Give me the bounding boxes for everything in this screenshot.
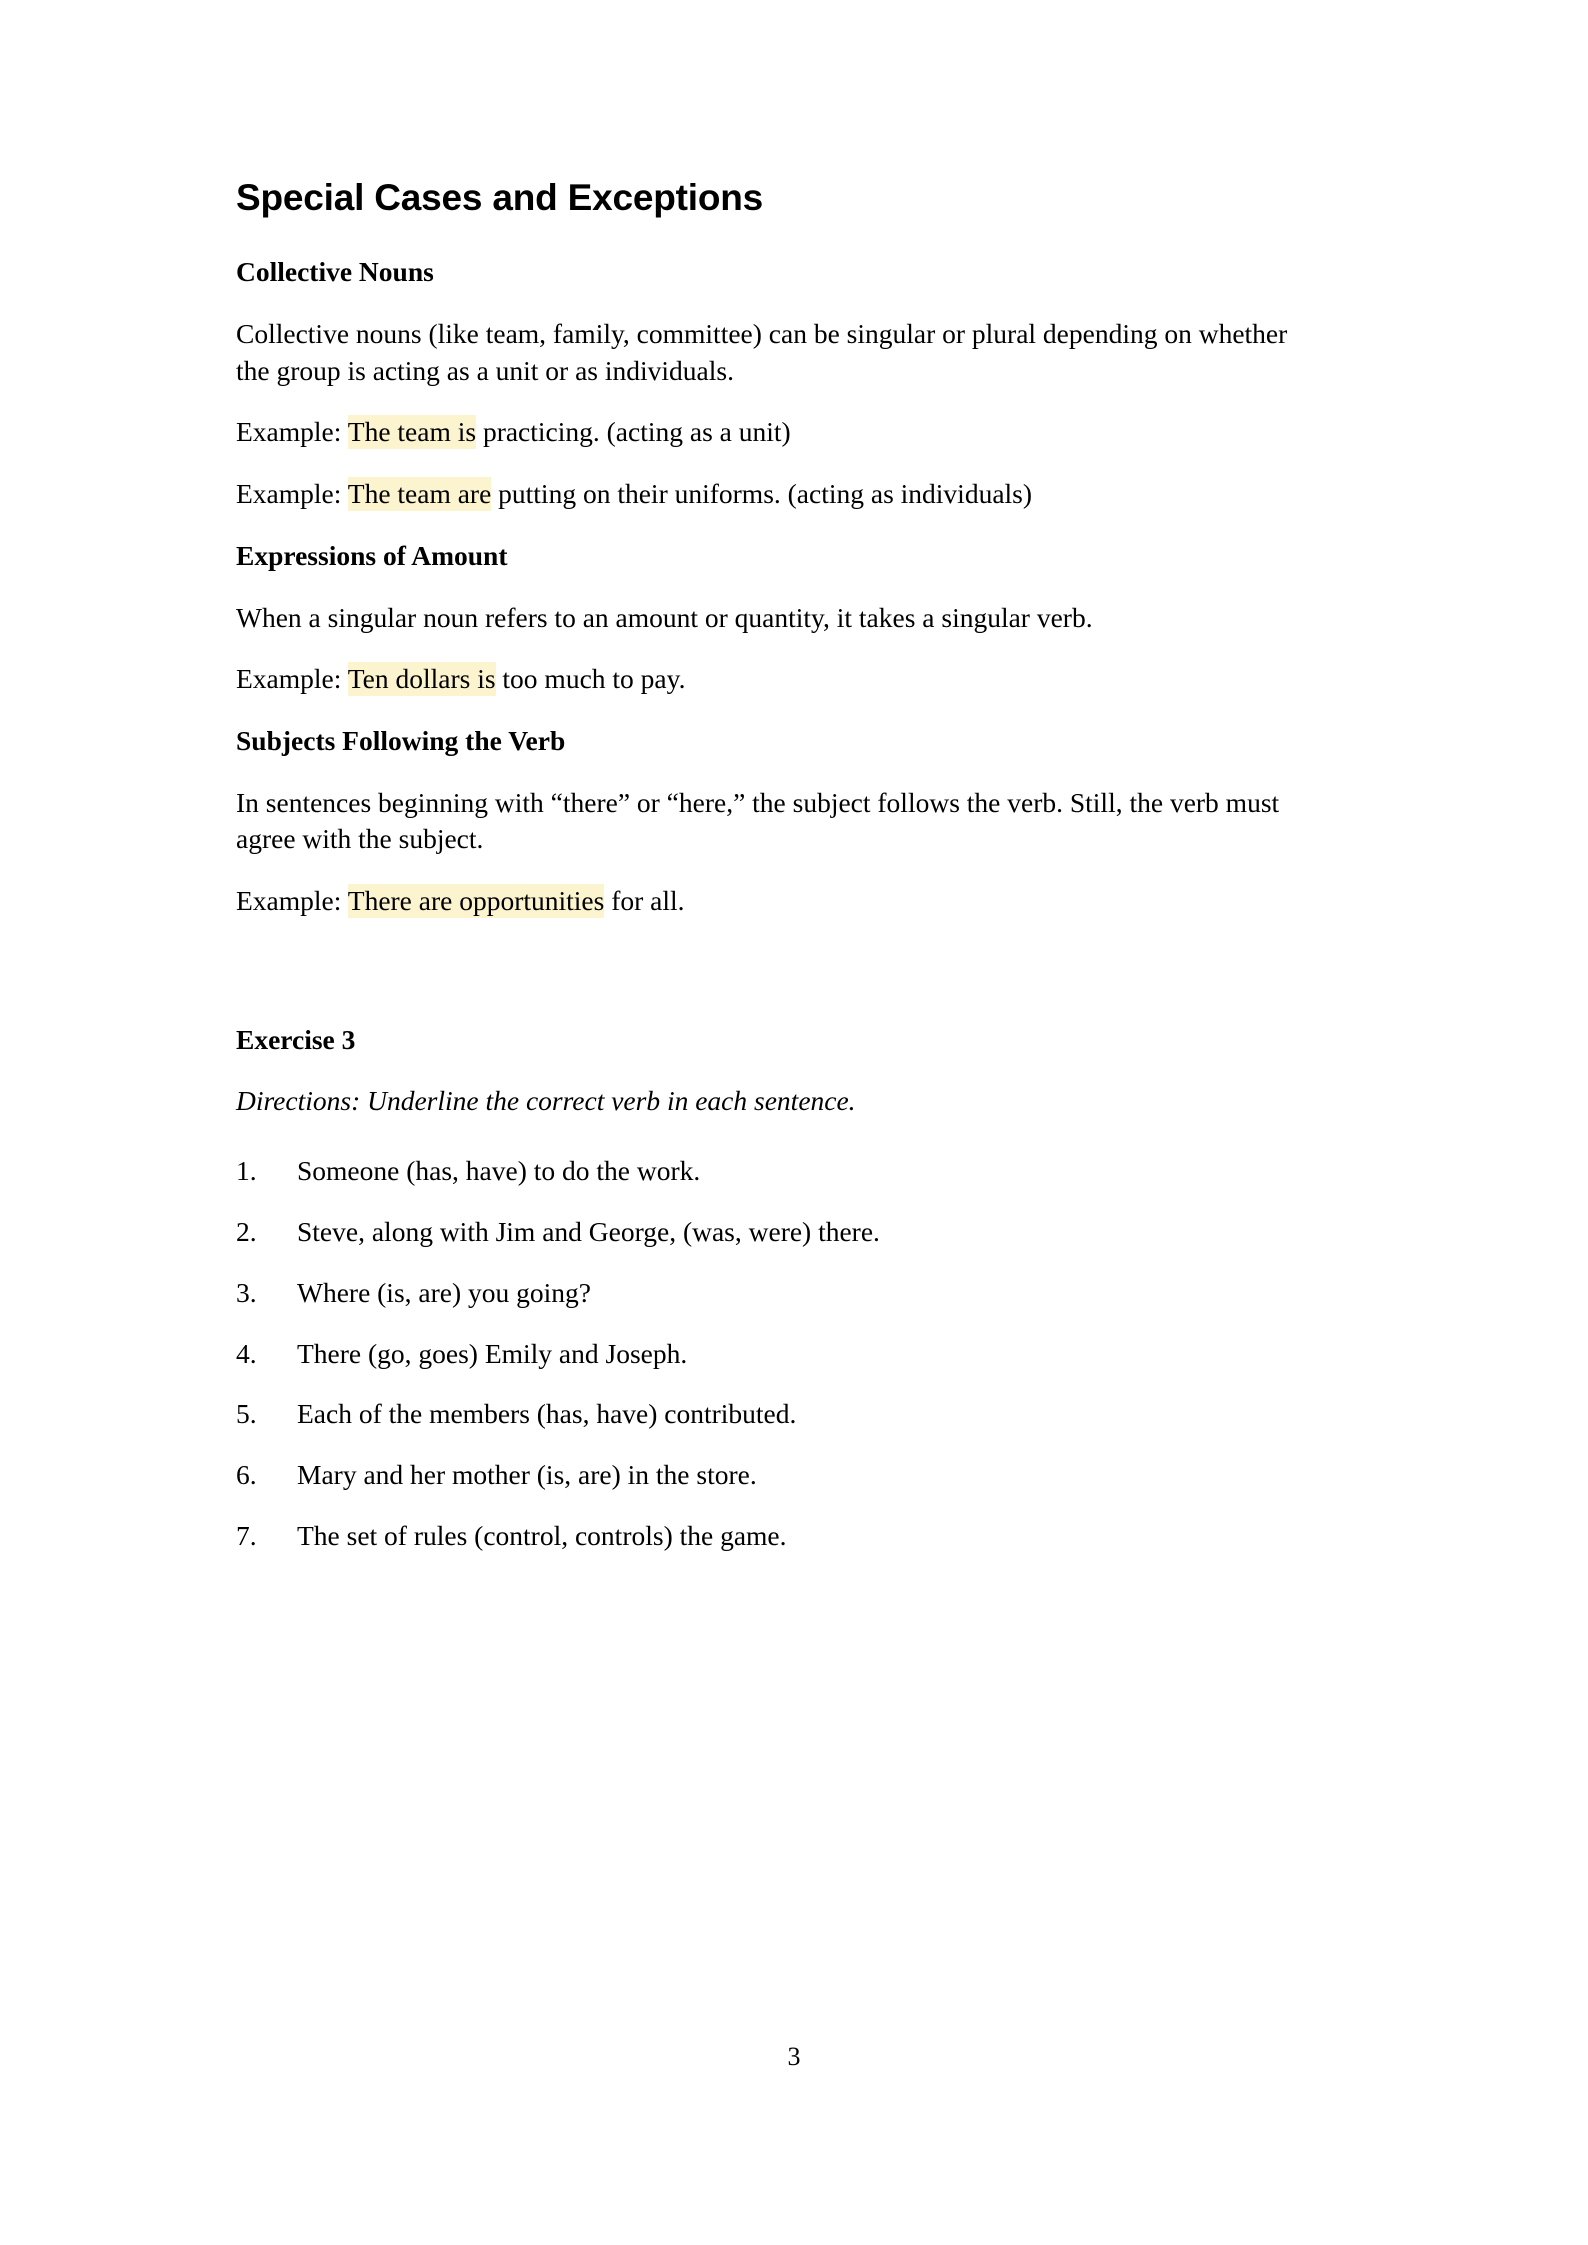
list-item-text: Each of the members (has, have) contributed.	[297, 1398, 797, 1430]
example-rest: for all.	[604, 885, 685, 917]
section-heading-expressions-of-amount: Expressions of Amount	[236, 540, 508, 572]
page-content	[236, 176, 1324, 1554]
example-line	[236, 661, 1324, 698]
spacer	[236, 698, 1324, 724]
list-item	[236, 1336, 1324, 1372]
section-paragraph-collective-nouns: Collective nouns (like team, family, committee) can be singular or plural depending on whether the group is acting as a unit or as individuals.	[236, 317, 1288, 386]
list-item-number: 3.	[236, 1276, 257, 1308]
list-item-text: Where (is, are) you going?	[297, 1276, 591, 1308]
example-highlight: The team are	[347, 478, 492, 510]
example-label: Example:	[236, 885, 348, 917]
example-line	[236, 414, 1324, 451]
list-item-number: 2.	[236, 1216, 257, 1248]
example-highlight: There are opportunities	[347, 885, 605, 917]
list-item	[236, 1396, 1324, 1432]
list-item-text: Someone (has, have) to do the work.	[297, 1155, 701, 1187]
spacer	[236, 451, 1324, 476]
list-item-number: 1.	[236, 1155, 257, 1187]
example-line	[236, 883, 1324, 920]
section-paragraph-subjects-following-the-verb: In sentences beginning with “there” or “here,” the subject follows the verb. Still, the verb must agree with the subject.	[236, 786, 1280, 855]
page-title: Special Cases and Exceptions	[236, 177, 764, 218]
list-item	[236, 1518, 1324, 1554]
list-item-text: The set of rules (control, controls) the game.	[297, 1519, 787, 1551]
list-item-number: 7.	[236, 1519, 257, 1551]
spacer	[236, 920, 1324, 1023]
spacer	[236, 636, 1324, 661]
list-item	[236, 1275, 1324, 1311]
section-paragraph-expressions-of-amount: When a singular noun refers to an amount or quantity, it takes a singular verb.	[236, 601, 1093, 633]
list-item	[236, 1153, 1324, 1189]
example-rest: putting on their uniforms. (acting as individuals)	[491, 478, 1033, 510]
example-rest: practicing. (acting as a unit)	[476, 416, 791, 448]
list-item	[236, 1457, 1324, 1493]
list-item-number: 4.	[236, 1337, 257, 1369]
list-item-number: 5.	[236, 1398, 257, 1430]
spacer	[236, 290, 1324, 316]
example-line	[236, 476, 1324, 513]
example-highlight: Ten dollars is	[347, 663, 496, 695]
spacer	[236, 574, 1324, 600]
list-item-text: Mary and her mother (is, are) in the store.	[297, 1459, 757, 1491]
example-rest: too much to pay.	[495, 663, 686, 695]
page-number: 3	[787, 2042, 801, 2071]
exercise-list	[236, 1153, 1324, 1553]
list-item-text: Steve, along with Jim and George, (was, were) there.	[297, 1216, 880, 1248]
example-label: Example:	[236, 416, 348, 448]
spacer	[236, 759, 1324, 785]
exercise-directions: Directions: Underline the correct verb in each sentence.	[236, 1085, 856, 1117]
spacer	[236, 1057, 1324, 1083]
spacer	[236, 389, 1324, 414]
list-item	[236, 1214, 1324, 1250]
list-item-text: There (go, goes) Emily and Joseph.	[297, 1337, 688, 1369]
section-heading-subjects-following-the-verb: Subjects Following the Verb	[236, 725, 566, 757]
example-label: Example:	[236, 663, 348, 695]
example-highlight: The team is	[347, 416, 477, 448]
spacer	[236, 858, 1324, 883]
section-heading-collective-nouns: Collective Nouns	[236, 256, 434, 288]
spacer	[236, 513, 1324, 539]
example-label: Example:	[236, 478, 348, 510]
exercise-heading: Exercise 3	[236, 1024, 356, 1056]
spacer	[236, 1120, 1324, 1153]
list-item-number: 6.	[236, 1459, 257, 1491]
spacer	[236, 220, 1324, 255]
